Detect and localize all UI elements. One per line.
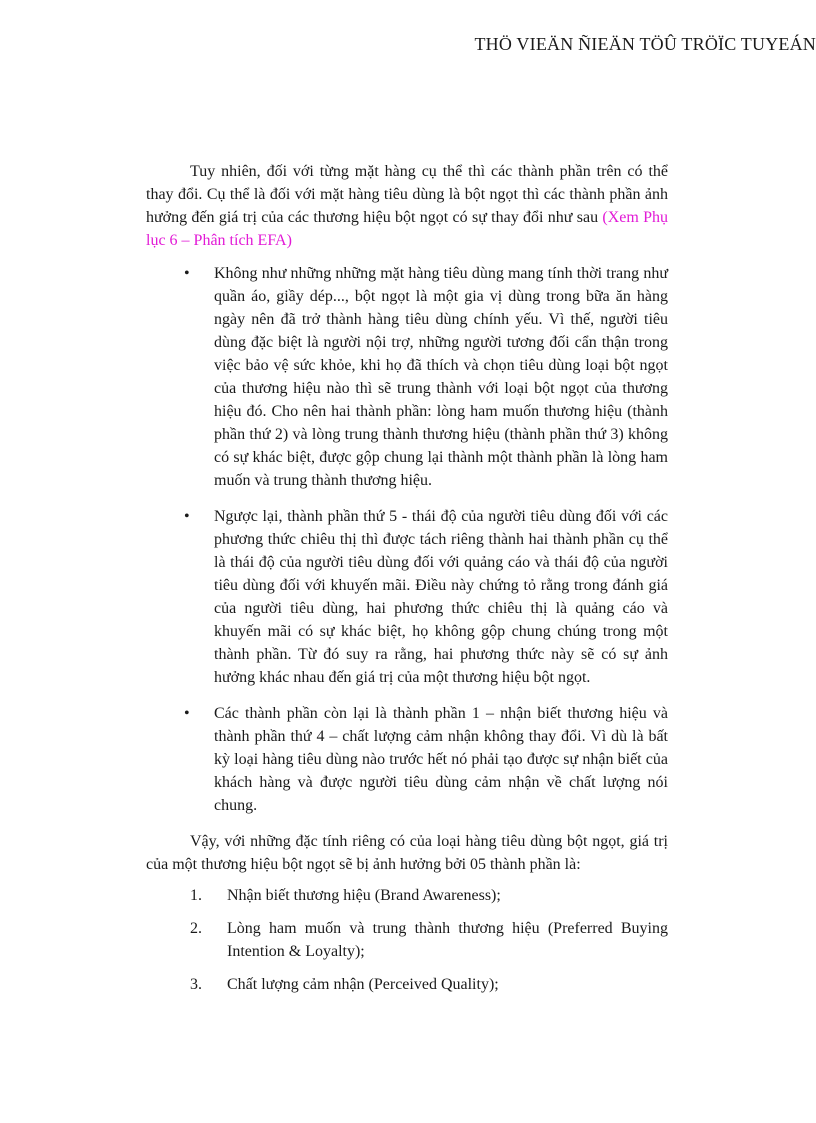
bullet-icon: •: [184, 508, 190, 525]
item-number: 3.: [190, 976, 202, 993]
item-text: Chất lượng cảm nhận (Perceived Quality);: [227, 976, 499, 993]
list-item: [146, 505, 668, 689]
item-number: 2.: [190, 920, 202, 937]
intro-paragraph: [146, 160, 668, 252]
bullet-text: Không như những những mặt hàng tiêu dùng mang tính thời trang như quần áo, giầy dép..., bột ngọt là một gia vị dùng trong bữa ăn hàng ngày nên đã trở thành hàng tiêu dùng chính yếu. Vì thế, người tiêu dùng đặc biệt là người nội trợ, những người tương đối cẩn thận trong việc bảo vệ sức khỏe, khi họ đã thích và chọn tiêu dùng loại bột ngọt của thương hiệu nào thì sẽ trung thành với loại bột ngọt của thương hiệu đó. Cho nên hai thành phần: lòng ham muốn thương hiệu (thành phần thứ 2) và lòng trung thành thương hiệu (thành phần thứ 3) không có sự khác biệt, được gộp chung lại thành một thành phần là lòng ham muốn và trung thành thương hiệu.: [214, 265, 668, 489]
bullet-icon: •: [184, 705, 190, 722]
item-number: 1.: [190, 887, 202, 904]
page-header: THÖ VIEÄN ÑIEÄN TÖÛ TRÖÏC TUYEÁN: [474, 34, 816, 54]
item-text: Lòng ham muốn và trung thành thương hiệu (Preferred Buying Intention & Loyalty);: [227, 920, 668, 960]
list-item: [146, 917, 668, 963]
intro-text: Tuy nhiên, đối với từng mặt hàng cụ thể thì các thành phần trên có thể thay đổi. Cụ thể là đối với mặt hàng tiêu dùng là bột ngọt thì các thành phần ảnh hưởng đến giá trị của các thương hiệu bột ngọt có sự thay đổi như sau: [146, 163, 668, 226]
bullet-icon: •: [184, 265, 190, 282]
appendix-reference: (Xem Phụ lục 6 – Phân tích EFA): [146, 209, 669, 249]
summary-paragraph: Vậy, với những đặc tính riêng có của loại hàng tiêu dùng bột ngọt, giá trị của một thương hiệu bột ngọt sẽ bị ảnh hưởng bởi 05 thành phần là:: [146, 833, 668, 873]
document-body: [146, 160, 668, 1006]
list-item: [146, 702, 668, 817]
bullet-list: [146, 262, 668, 817]
bullet-text: Các thành phần còn lại là thành phần 1 – nhận biết thương hiệu và thành phần thứ 4 – chất lượng cảm nhận không thay đổi. Vì dù là bất kỳ loại hàng tiêu dùng nào trước hết nó phải tạo được sự nhận biết của khách hàng và được người tiêu dùng cảm nhận về chất lượng nói chung.: [214, 705, 668, 814]
bullet-text: Ngược lại, thành phần thứ 5 - thái độ của người tiêu dùng đối với các phương thức chiêu thị thì được tách riêng thành hai thành phần cụ thể là thái độ của người tiêu dùng đối với quảng cáo và thái độ của người tiêu dùng đối với khuyến mãi. Điều này chứng tỏ rằng trong đánh giá của người tiêu dùng, hai phương thức chiêu thị là quảng cáo và khuyến mãi có sự khác biệt, họ không gộp chung chúng trong một thành phần. Từ đó suy ra rằng, hai phương thức này sẽ có sự ảnh hưởng khác nhau đến giá trị của một thương hiệu bột ngọt.: [214, 508, 668, 686]
item-text: Nhận biết thương hiệu (Brand Awareness);: [227, 887, 501, 904]
numbered-list: [146, 884, 668, 996]
list-item: [146, 262, 668, 492]
list-item: [146, 884, 668, 907]
list-item: [146, 973, 668, 996]
